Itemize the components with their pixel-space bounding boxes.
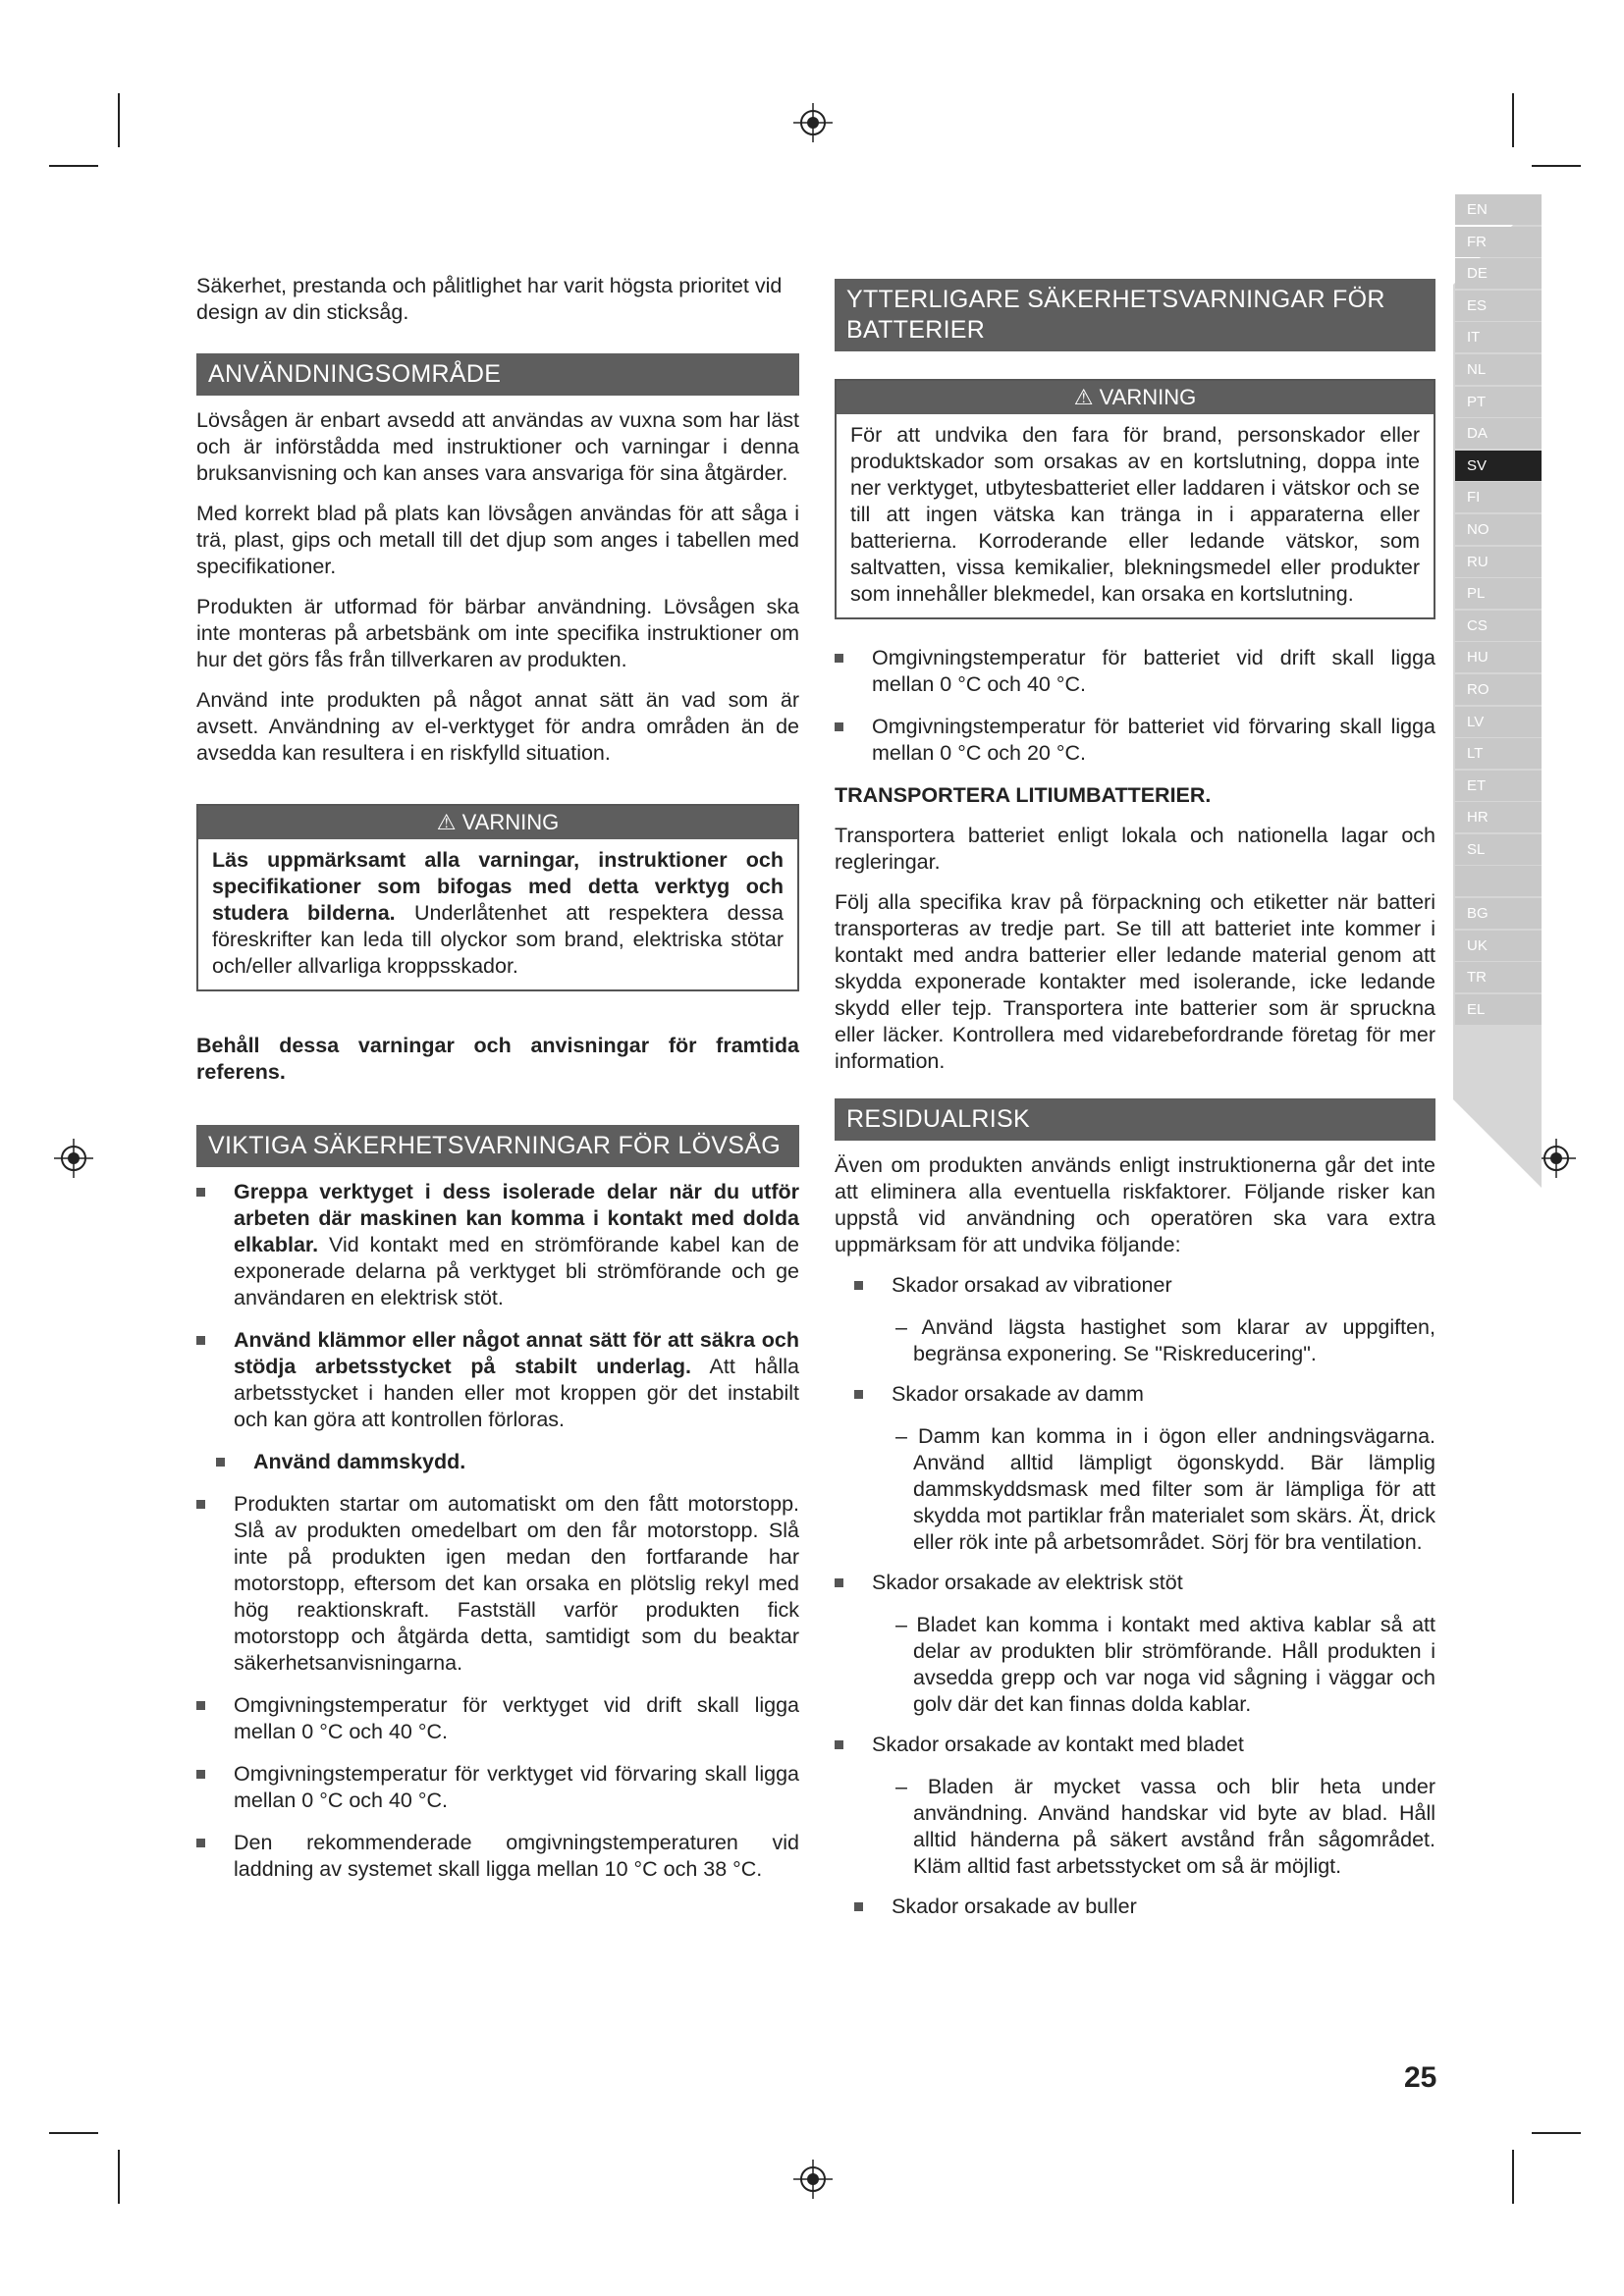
warning-box bbox=[196, 804, 799, 991]
list-item-detail: – Damm kan komma in i ögon eller andningsvägarna. Använd alltid lämpligt ögonskydd. Bär lämplig dammskyddsmask med filter som är lämpliga för att skydda mot partiklar från materialet som skärs. Ät, drick eller rök inte på arbetsområdet. Sörj för bra ventilation. bbox=[895, 1424, 1435, 1554]
language-tab[interactable]: RO bbox=[1455, 674, 1542, 705]
language-tab[interactable]: PL bbox=[1455, 578, 1542, 609]
language-tab[interactable]: DE bbox=[1455, 258, 1542, 289]
residual-list bbox=[835, 1732, 1435, 1758]
paragraph: Använd inte produkten på något annat sätt än vad som är avsett. Användning av el-verktyget för andra områden än de avsedda kan resultera i en riskfylld situation. bbox=[196, 688, 799, 765]
language-tab[interactable]: EN bbox=[1455, 194, 1542, 225]
warning-triangle-icon: ⚠ bbox=[436, 810, 457, 834]
crop-mark bbox=[1512, 93, 1514, 147]
list-item: Omgivningstemperatur för verktyget vid drift skall ligga mellan 0 °C och 40 °C. bbox=[196, 1692, 799, 1745]
section-heading-battery: YTTERLIGARE SÄKERHETSVARNINGAR FÖR BATTERIER bbox=[835, 279, 1435, 351]
paragraph: Transportera batteriet enligt lokala och nationella lagar och regleringar. bbox=[835, 824, 1435, 874]
language-tab[interactable]: RU bbox=[1455, 547, 1542, 577]
list-item: Skador orsakade av damm bbox=[835, 1381, 1435, 1408]
language-tab[interactable]: ES bbox=[1455, 291, 1542, 321]
paragraph: Även om produkten används enligt instruktionerna går det inte att eliminera alla eventuella riskfaktorer. Följande risker kan uppstå vid användning och operatören ska vara extra uppmärksam för att undvika följande: bbox=[835, 1153, 1435, 1256]
right-column bbox=[835, 279, 1435, 1936]
residual-list bbox=[835, 1381, 1435, 1408]
list-item: Skador orsakade av elektrisk stöt bbox=[835, 1570, 1435, 1596]
list-item-bold: Greppa verktyget i dess isolerade delar när du utför arbeten där maskinen kan komma i kontakt med dolda elkablar. bbox=[234, 1180, 799, 1256]
language-tabs bbox=[1455, 194, 1542, 1026]
language-tab[interactable]: LT bbox=[1455, 738, 1542, 769]
list-item: Omgivningstemperatur för verktyget vid förvaring skall ligga mellan 0 °C och 40 °C. bbox=[196, 1761, 799, 1814]
language-tab[interactable]: HU bbox=[1455, 642, 1542, 672]
list-item-detail: – Bladet kan komma i kontakt med aktiva kablar så att delar av produkten blir strömförande. Håll produkten i avsedda grepp och var noga vid sågning i väggar och golv där det kan finnas dolda kablar. bbox=[895, 1613, 1435, 1716]
list-item-bold: Använd dammskydd. bbox=[253, 1450, 466, 1473]
list-item-detail: – Använd lägsta hastighet som klarar av uppgiften, begränsa exponering. Se "Riskreducering". bbox=[895, 1315, 1435, 1365]
language-tab[interactable]: SL bbox=[1455, 834, 1542, 865]
transport-heading: TRANSPORTERA LITIUMBATTERIER. bbox=[835, 783, 1212, 807]
language-tab[interactable] bbox=[1455, 866, 1542, 896]
residual-list bbox=[835, 1894, 1435, 1920]
warning-title-bar bbox=[198, 806, 797, 839]
language-tab[interactable]: NL bbox=[1455, 354, 1542, 385]
warning-title: VARNING bbox=[461, 810, 560, 834]
language-tab-active[interactable]: SV bbox=[1455, 451, 1542, 481]
crop-mark bbox=[1532, 2132, 1581, 2134]
list-item-text: Vid kontakt med en strömförande kabel kan de exponerade delarna på verktyget bli strömförande och ge användaren en elektrisk stöt. bbox=[234, 1233, 799, 1309]
battery-list bbox=[835, 645, 1435, 767]
language-tab[interactable]: CS bbox=[1455, 611, 1542, 641]
crop-mark bbox=[118, 2150, 120, 2204]
important-list bbox=[196, 1179, 799, 1883]
language-tab[interactable]: TR bbox=[1455, 962, 1542, 992]
list-item-bold: Använd klämmor eller något annat sätt för att säkra och stödja arbetsstycket på stabilt underlag. bbox=[234, 1328, 799, 1378]
warning-text: Underlåtenhet att respektera dessa föreskrifter kan leda till olyckor som brand, elektriska stötar och/eller allvarliga kroppsskador. bbox=[212, 901, 784, 978]
language-tab[interactable]: NO bbox=[1455, 514, 1542, 545]
residual-list bbox=[835, 1272, 1435, 1299]
warning-triangle-icon: ⚠ bbox=[1073, 385, 1094, 409]
battery-warning-box bbox=[835, 379, 1435, 619]
language-tab[interactable]: LV bbox=[1455, 707, 1542, 737]
language-tab[interactable]: FI bbox=[1455, 482, 1542, 512]
language-tab[interactable]: IT bbox=[1455, 322, 1542, 352]
list-item: Omgivningstemperatur för batteriet vid drift skall ligga mellan 0 °C och 40 °C. bbox=[835, 645, 1435, 698]
crop-mark bbox=[49, 165, 98, 167]
list-item: Den rekommenderade omgivningstemperaturen vid laddning av systemet skall ligga mellan 10 °C och 38 °C. bbox=[196, 1830, 799, 1883]
section-heading-important: VIKTIGA SÄKERHETSVARNINGAR FÖR LÖVSÅG bbox=[196, 1125, 799, 1167]
registration-mark-icon bbox=[793, 103, 833, 142]
list-item: Produkten startar om automatiskt om den fått motorstopp. Slå av produkten omedelbart om den får motorstopp. Slå inte på produkten igen medan den fortfarande har motorstopp, eftersom det kan orsaka en plötslig rekyl med hög reaktionskraft. Fastställ varför produkten fick motorstopp och åtgärda detta, samtidigt som du beaktar säkerhetsanvisningarna. bbox=[196, 1491, 799, 1677]
list-item: Omgivningstemperatur för batteriet vid förvaring skall ligga mellan 0 °C och 20 °C. bbox=[835, 714, 1435, 767]
list-item: Skador orsakad av vibrationer bbox=[835, 1272, 1435, 1299]
residual-list bbox=[835, 1570, 1435, 1596]
registration-mark-icon bbox=[793, 2160, 833, 2199]
paragraph: Produkten är utformad för bärbar användning. Lövsågen ska inte monteras på arbetsbänk om inte specifika instruktioner om hur det görs fås från tillverkaren av produkten. bbox=[196, 595, 799, 671]
language-tab[interactable]: PT bbox=[1455, 387, 1542, 417]
paragraph: Med korrekt blad på plats kan lövsågen användas för att såga i trä, plast, gips och metall till det djup som anges i tabellen med specifikationer. bbox=[196, 502, 799, 578]
section-heading-residual: RESIDUALRISK bbox=[835, 1098, 1435, 1141]
list-item bbox=[196, 1449, 799, 1475]
language-tab[interactable]: FR bbox=[1455, 227, 1542, 257]
list-item: Skador orsakade av kontakt med bladet bbox=[835, 1732, 1435, 1758]
list-item-detail: – Bladen är mycket vassa och blir heta under användning. Använd handskar vid byte av blad. Håll alltid händerna på säkert avstånd från sågområdet. Kläm alltid fast arbetsstycket om så är möjligt. bbox=[895, 1775, 1435, 1878]
list-item bbox=[196, 1327, 799, 1433]
left-column bbox=[196, 273, 799, 1898]
warning-title: VARNING bbox=[1099, 385, 1197, 409]
page-number: 25 bbox=[1404, 2061, 1437, 2094]
language-tab[interactable]: UK bbox=[1455, 931, 1542, 961]
registration-mark-icon bbox=[54, 1139, 93, 1178]
section-heading-usage: ANVÄNDNINGSOMRÅDE bbox=[196, 353, 799, 396]
crop-mark bbox=[49, 2132, 98, 2134]
warning-bold-text: Läs uppmärksamt alla varningar, instruktioner och specifikationer som bifogas med detta verktyg och studera bilderna. bbox=[212, 848, 784, 925]
paragraph: Lövsågen är enbart avsedd att användas av vuxna som har läst och är införstådda med instruktioner och varningar i denna bruksanvisning och kan anses vara ansvariga för sina åtgärder. bbox=[196, 408, 799, 485]
intro-text: Säkerhet, prestanda och pålitlighet har varit högsta prioritet vid design av din sticksåg. bbox=[196, 274, 783, 324]
warning-body bbox=[198, 839, 797, 989]
language-tab[interactable]: HR bbox=[1455, 802, 1542, 832]
language-tab[interactable]: ET bbox=[1455, 771, 1542, 801]
language-tab[interactable]: BG bbox=[1455, 898, 1542, 929]
warning-title-bar bbox=[837, 381, 1434, 414]
crop-mark bbox=[118, 93, 120, 147]
paragraph: Följ alla specifika krav på förpackning och etiketter när batteri transporteras av tredje part. Se till att batteriet inte kommer i kontakt med andra batterier eller ledande material genom att skydda exponerade kontakter med isolerande, icke ledande skydd eller tejp. Transportera inte batterier som är spruckna eller läcker. Kontrollera med vidarebefordrande företag för mer information. bbox=[835, 890, 1435, 1073]
language-tab[interactable]: EL bbox=[1455, 994, 1542, 1025]
keep-instructions: Behåll dessa varningar och anvisningar för framtida referens. bbox=[196, 1034, 799, 1084]
warning-body: För att undvika den fara för brand, personskador eller produktskador som orsakas av en kortslutning, doppa inte ner verktyget, utbytesbatteriet eller laddaren i vätskor och se till att ingen vätska kan tränga in i apparaterna eller batterierna. Korroderande eller ledande vätskor, som saltvatten, vissa kemikalier, blekningsmedel eller produkter som innehåller blekmedel, kan orsaka en kortslutning. bbox=[850, 423, 1420, 606]
list-item bbox=[196, 1179, 799, 1311]
crop-mark bbox=[1532, 165, 1581, 167]
list-item-text: Att hålla arbetsstycket i handen eller mot kroppen gör det instabilt och kan göra att kontrollen förloras. bbox=[234, 1355, 799, 1431]
list-item: Skador orsakade av buller bbox=[835, 1894, 1435, 1920]
language-tab[interactable]: DA bbox=[1455, 418, 1542, 449]
crop-mark bbox=[1512, 2150, 1514, 2204]
